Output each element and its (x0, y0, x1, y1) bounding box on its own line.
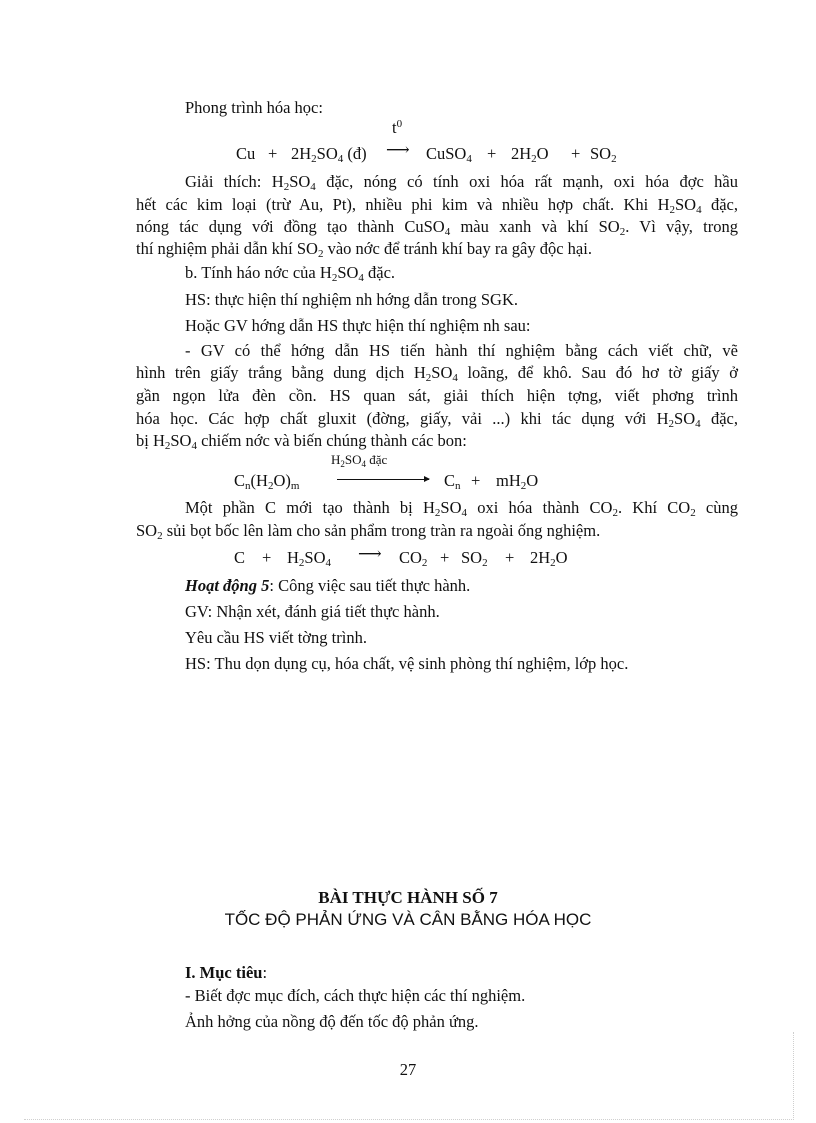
activity-5-line: Hoạt động 5: Công việc sau tiết thực hành. (185, 576, 471, 595)
product-so2: $SO_2$ (461, 548, 488, 569)
plus-sign: + (262, 548, 272, 567)
product-so2: $SO_2$ (590, 144, 617, 165)
reaction-condition: $H_2SO_4$ đặc (331, 452, 388, 469)
paragraph-line: hình trên giấy trắng bằng dung dịch $H_2SO_4$ loãng, để khô. Sau đó hơ tờ giấy ở (136, 363, 738, 384)
paragraph-line: thí nghiệm phải dẫn khí $SO_2$ vào nớc để tránh khí bay ra gây độc hại. (136, 239, 592, 260)
equation-copper-sulfuric (0, 118, 816, 166)
text-line: Hoặc GV hớng dẫn HS thực hiện thí nghiệm nh sau: (185, 316, 531, 335)
paragraph-line: $SO_2$ sủi bọt bốc lên làm cho sản phẩm trong tràn ra ngoài ống nghiệm. (136, 521, 601, 542)
product-carbon: $C_n$ (444, 471, 461, 492)
plus-sign: + (487, 144, 497, 163)
text-line: GV: Nhận xét, đánh giá tiết thực hành. (185, 602, 440, 621)
lab-title: BÀI THỰC HÀNH SỐ 7 (318, 888, 498, 907)
page-border-dotted (793, 1032, 794, 1120)
plus-sign: + (471, 471, 481, 490)
plus-sign: + (268, 144, 278, 163)
reactant-c: C (234, 548, 246, 567)
arrow-head (424, 476, 430, 482)
reaction-arrow: ⟶ (386, 140, 410, 159)
paragraph-line: hết các kim loại (trừ Au, Pt), nhiều phi kim và nhiều hợp chất. Khi $H_2SO_4$ đặc, (136, 195, 738, 216)
section-b-heading: b. Tính háo nớc của $H_2SO_4$ đặc. (185, 263, 396, 284)
paragraph-line: bị $H_2SO_4$ chiếm nớc và biến chúng thành các bon: (136, 431, 467, 452)
text-line: Yêu cầu HS viết tờng trình. (185, 628, 367, 647)
reaction-arrow: ⟶ (358, 544, 382, 563)
activity-label: Hoạt động 5 (185, 576, 270, 595)
text-line: HS: Thu dọn dụng cụ, hóa chất, vệ sinh phòng thí nghiệm, lớp học. (185, 654, 629, 673)
paragraph-line: Một phần C mới tạo thành bị $H_2SO_4$ oxi hóa thành $CO_2$. Khí $CO_2$ cùng (185, 498, 739, 519)
lab-subtitle: TỐC ĐỘ PHẢN ỨNG VÀ CÂN BẰNG HÓA HỌC (224, 910, 592, 929)
paragraph-line: nóng tác dụng với đồng tạo thành CuSO$_4$ màu xanh và khí $SO_2$. Vì vậy, trong (136, 217, 738, 238)
reaction-arrow (337, 479, 429, 480)
objectives-heading: I. Mục tiêu: (185, 963, 268, 982)
page-border-dotted (24, 1119, 794, 1120)
paragraph-line: - GV có thể hớng dẫn HS tiến hành thí nghiệm bằng cách viết chữ, vẽ (185, 341, 738, 360)
product-cuso4: CuSO$_4$ (426, 144, 472, 165)
text-line: HS: thực hiện thí nghiệm nh hớng dẫn trong SGK. (185, 290, 518, 309)
equation-heading: Phong trình hóa học: (185, 98, 323, 117)
reaction-condition: $t^0$ (392, 118, 403, 137)
paragraph-line: Giải thích: $H_2SO_4$ đặc, nóng có tính oxi hóa rất mạnh, oxi hóa đợc hầu (185, 172, 738, 193)
equation-carbohydrate-dehydration (0, 450, 816, 494)
plus-sign: + (571, 144, 581, 163)
plus-sign: + (505, 548, 515, 567)
equation-carbon-oxidation (0, 544, 816, 572)
text-line: - Biết đợc mục đích, cách thực hiện các thí nghiệm. (185, 986, 526, 1005)
text-line: Ảnh hởng của nồng độ đến tốc độ phản ứng. (185, 1012, 479, 1031)
reactant-cu: Cu (236, 144, 256, 163)
plus-sign: + (440, 548, 450, 567)
reactant-carbohydrate: $C_n(H_2O)_m$ (234, 471, 300, 492)
product-h2o: $2H_2O$ (511, 144, 549, 165)
paragraph-line: hóa học. Các hợp chất gluxit (đờng, giấy, vải ...) khi tác dụng với $H_2SO_4$ đặc, (136, 409, 738, 430)
reactant-h2so4: $2H_2SO_4$ (đ) (291, 144, 367, 165)
product-water: $mH_2O$ (496, 471, 539, 492)
page-number: 27 (399, 1060, 417, 1079)
paragraph-line: gần ngọn lửa đèn cồn. HS quan sát, giải thích hiện tợng, viết phơng trình (136, 386, 738, 405)
product-h2o: $2H_2O$ (530, 548, 568, 569)
reactant-h2so4: $H_2SO_4$ (287, 548, 332, 569)
product-co2: $CO_2$ (399, 548, 428, 569)
